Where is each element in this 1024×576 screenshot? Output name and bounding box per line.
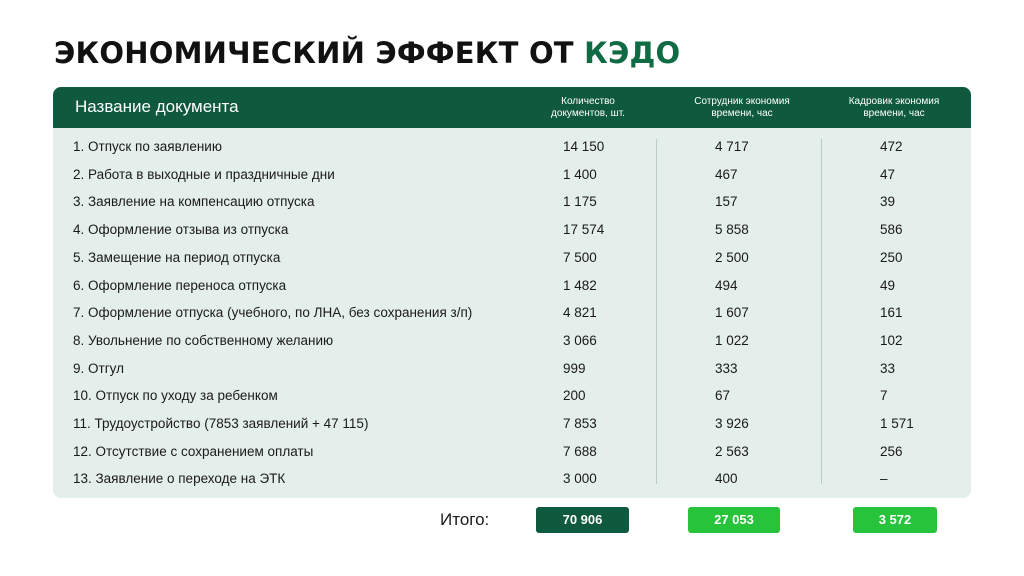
quantity-cell: 1 400 [563, 166, 597, 182]
document-name-cell: 10. Отпуск по уходу за ребенком [73, 388, 278, 404]
document-name-cell: 4. Оформление отзыва из отпуска [73, 222, 289, 238]
total-label: Итого: [440, 510, 490, 529]
header-employee-line2: времени, час [711, 108, 773, 119]
quantity-cell: 7 500 [563, 249, 597, 265]
employee-savings-cell: 4 717 [715, 139, 749, 154]
document-name-cell: 11. Трудоустройство (7853 заявлений + 47 115) [73, 416, 369, 431]
employee-savings-cell: 67 [715, 388, 731, 404]
table-row [53, 272, 971, 300]
page-title [54, 36, 680, 70]
document-name-cell: 12. Отсутствие с сохранением оплаты [73, 443, 314, 459]
hr-savings-cell: 33 [880, 360, 896, 376]
table-row [53, 299, 971, 327]
hr-savings-cell: 472 [880, 139, 903, 154]
header-employee-line1: Сотрудник экономия [694, 96, 790, 107]
header-quantity [518, 96, 658, 120]
hr-savings-cell: 7 [880, 388, 888, 404]
total-quantity-badge: 70 906 [536, 507, 629, 533]
table-row [53, 133, 971, 161]
hr-savings-cell: 586 [880, 222, 903, 238]
table-row [53, 438, 971, 466]
quantity-cell: 1 175 [563, 194, 597, 210]
table-header [53, 87, 971, 128]
employee-savings-cell: 2 500 [715, 249, 749, 265]
hr-savings-cell: – [880, 471, 888, 487]
header-hr-line1: Кадровик экономия [848, 96, 940, 107]
employee-savings-cell: 5 858 [715, 222, 749, 238]
quantity-cell: 200 [563, 388, 586, 404]
quantity-cell: 1 482 [563, 277, 597, 293]
quantity-cell: 4 821 [563, 305, 597, 321]
hr-savings-cell: 1 571 [880, 416, 914, 431]
header-quantity-line2: документов, шт. [551, 108, 625, 119]
title-main: ЭКОНОМИЧЕСКИЙ ЭФФЕКТ ОТ [54, 36, 585, 70]
employee-savings-cell: 467 [715, 166, 738, 182]
document-name-cell: 8. Увольнение по собственному желанию [73, 332, 334, 348]
table-row [53, 410, 971, 438]
quantity-cell: 7 688 [563, 443, 597, 459]
hr-savings-cell: 102 [880, 332, 903, 348]
quantity-cell: 17 574 [563, 222, 605, 238]
table-row [53, 244, 971, 272]
title-accent: КЭДО [584, 36, 681, 70]
quantity-cell: 3 066 [563, 332, 597, 348]
document-name-cell: 2. Работа в выходные и праздничные дни [73, 166, 335, 182]
hr-savings-cell: 39 [880, 194, 896, 210]
header-employee-savings [672, 96, 812, 120]
table-row [53, 355, 971, 383]
employee-savings-cell: 2 563 [715, 443, 749, 459]
header-quantity-line1: Количество [561, 96, 615, 107]
header-document-name: Название документа [75, 97, 239, 116]
document-name-cell: 9. Отгул [73, 360, 124, 376]
document-name-cell: 1. Отпуск по заявлению [73, 139, 222, 154]
total-employee-badge: 27 053 [688, 507, 780, 533]
table-row [53, 465, 971, 493]
hr-savings-cell: 49 [880, 277, 896, 293]
document-name-cell: 7. Оформление отпуска (учебного, по ЛНА, без сохранения з/п) [73, 305, 473, 321]
employee-savings-cell: 400 [715, 471, 738, 487]
employee-savings-cell: 1 607 [715, 305, 749, 321]
document-name-cell: 13. Заявление о переходе на ЭТК [73, 471, 286, 487]
table-row [53, 216, 971, 244]
quantity-cell: 14 150 [563, 139, 605, 154]
document-name-cell: 6. Оформление переноса отпуска [73, 277, 287, 293]
employee-savings-cell: 494 [715, 277, 738, 293]
table-row [53, 161, 971, 189]
document-name-cell: 3. Заявление на компенсацию отпуска [73, 194, 315, 210]
savings-table [53, 87, 971, 498]
total-hr-badge: 3 572 [853, 507, 937, 533]
document-name-cell: 5. Замещение на период отпуска [73, 249, 281, 265]
header-hr-savings [824, 96, 964, 120]
quantity-cell: 7 853 [563, 416, 597, 431]
employee-savings-cell: 157 [715, 194, 738, 210]
header-hr-line2: времени, час [863, 108, 925, 119]
table-row [53, 327, 971, 355]
hr-savings-cell: 250 [880, 249, 903, 265]
hr-savings-cell: 161 [880, 305, 903, 321]
employee-savings-cell: 3 926 [715, 416, 749, 431]
employee-savings-cell: 1 022 [715, 332, 749, 348]
table-row [53, 382, 971, 410]
employee-savings-cell: 333 [715, 360, 738, 376]
hr-savings-cell: 256 [880, 443, 903, 459]
hr-savings-cell: 47 [880, 166, 896, 182]
quantity-cell: 3 000 [563, 471, 597, 487]
quantity-cell: 999 [563, 360, 586, 376]
table-row [53, 188, 971, 216]
